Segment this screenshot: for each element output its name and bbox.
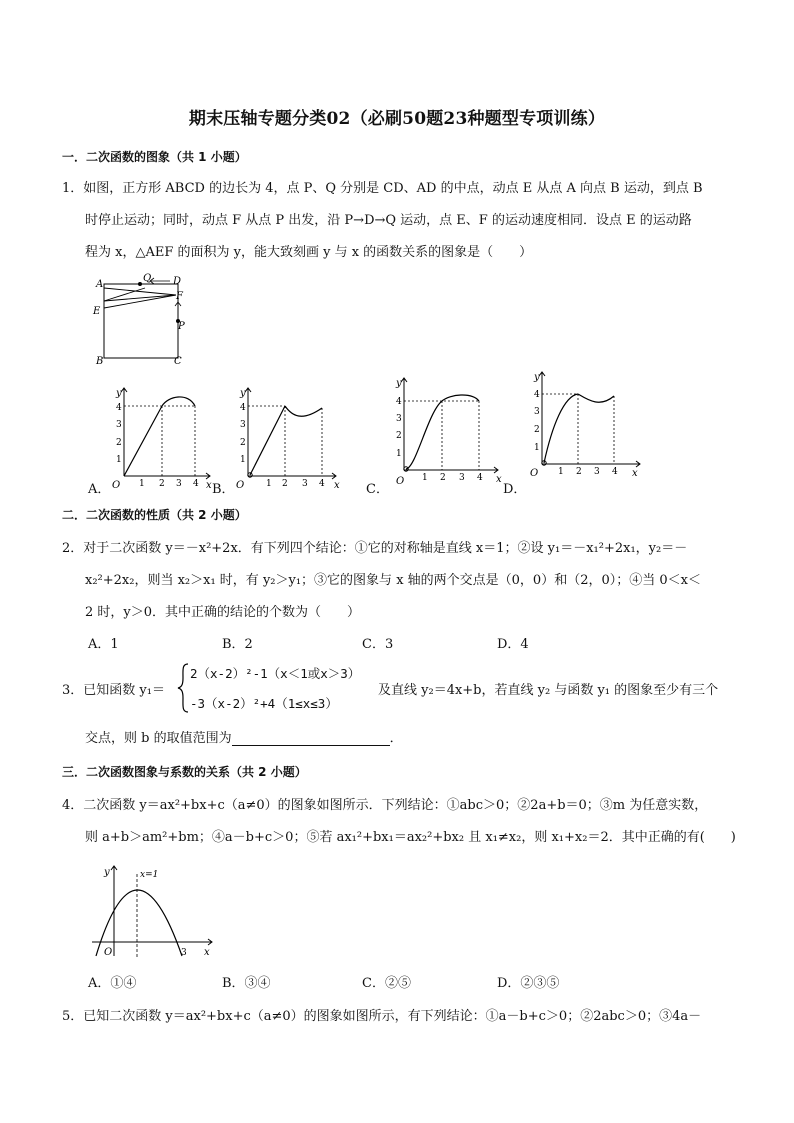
- tick: 3: [534, 407, 540, 417]
- q1-option-a[interactable]: A．: [88, 482, 111, 497]
- tick: 2: [282, 479, 288, 489]
- q2-option-b[interactable]: B．2: [222, 637, 253, 652]
- tick: 2: [534, 425, 540, 435]
- q1-option-b[interactable]: B．: [212, 482, 235, 497]
- square-figure: [88, 270, 198, 366]
- left-brace: [176, 662, 190, 714]
- q4-line-2: 则 a+b＞am²+bm；④a－b+c＞0；⑤若 ax₁²+bx₁＝ax₂²+bx₂ 且 x₁≠x₂，则 x₁+x₂＝2．其中正确的有( ): [85, 830, 736, 845]
- tick: 2: [159, 479, 165, 489]
- q4-option-b[interactable]: B．③④: [222, 976, 271, 991]
- q1-line-1: 1．如图，正方形 ABCD 的边长为 4，点 P、Q 分别是 CD、AD 的中点，动点 E 从点 A 向点 B 运动，到点 B: [62, 181, 703, 196]
- label-D: D: [173, 276, 182, 287]
- q4-option-d[interactable]: D．②③⑤: [497, 976, 560, 991]
- q1-option-d[interactable]: D．: [503, 482, 527, 497]
- tick: 4: [612, 467, 618, 477]
- graph-a-x-label: x: [206, 480, 212, 491]
- label-E: E: [93, 306, 101, 317]
- tick: 2: [440, 473, 446, 483]
- q2-option-a[interactable]: A．1: [88, 637, 119, 652]
- tick: 1: [116, 455, 122, 465]
- q2-option-c[interactable]: C．3: [362, 637, 394, 652]
- page-title: 期末压轴专题分类02（必刷50题23种题型专项训练）: [188, 109, 606, 129]
- q4-option-a[interactable]: A．①④: [88, 976, 137, 991]
- tick: 1: [139, 479, 145, 489]
- parabola-figure: [84, 858, 220, 962]
- q1-line-2: 时停止运动；同时，动点 F 从点 P 出发，沿 P→D→Q 运动，点 E、F 的运动速度相同．设点 E 的运动路: [85, 213, 692, 228]
- tick: 2: [576, 467, 582, 477]
- graph-b-x-label: x: [334, 480, 340, 491]
- tick: 4: [396, 397, 402, 407]
- graph-b-y-label: y: [240, 388, 246, 399]
- graph-c-origin: O: [396, 476, 405, 487]
- tick: 4: [116, 403, 122, 413]
- graph-option-a: [98, 382, 218, 492]
- axis-of-symmetry-label: x=1: [140, 870, 159, 880]
- q2-option-d[interactable]: D．4: [497, 637, 529, 652]
- tick: 3: [240, 420, 246, 430]
- label-C: C: [174, 356, 182, 366]
- tick: 4: [534, 390, 540, 400]
- tick: 1: [422, 473, 428, 483]
- section-heading-1: 一．二次函数的图象（共 1 小题）: [62, 150, 247, 164]
- graph-option-c: [376, 372, 506, 490]
- graph-option-b: [222, 382, 344, 492]
- tick: 1: [534, 443, 540, 453]
- graph-c-y-label: y: [396, 378, 402, 389]
- tick: 3: [594, 467, 600, 477]
- label-F: F: [176, 291, 183, 302]
- label-B: B: [96, 356, 104, 366]
- q1-line-3: 程为 x，△AEF 的面积为 y，能大致刻画 y 与 x 的函数关系的图象是（ ）: [85, 245, 533, 260]
- tick: 3: [396, 414, 402, 424]
- q2-line-2: x₂²+2x₂，则当 x₂＞x₁ 时，有 y₂＞y₁；③它的图象与 x 轴的两个交点是（0，0）和（2，0）；④当 0＜x＜: [85, 573, 701, 588]
- q2-line-1: 2．对于二次函数 y＝－x²+2x．有下列四个结论：①它的对称轴是直线 x＝1；②设 y₁＝－x₁²+2x₁，y₂＝－: [62, 541, 688, 556]
- q3-answer-blank[interactable]: [232, 733, 390, 746]
- q3-prefix: 3．已知函数 y₁＝: [62, 683, 165, 698]
- label-A: A: [96, 279, 104, 290]
- tick: 3: [459, 473, 465, 483]
- parabola-origin: O: [104, 947, 113, 958]
- q3-line-2: 交点，则 b 的取值范围为: [85, 731, 232, 746]
- q1-option-c[interactable]: C．: [366, 482, 389, 497]
- q3-suffix: 及直线 y₂＝4x+b，若直线 y₂ 与函数 y₁ 的图象至少有三个: [378, 683, 719, 698]
- tick: 1: [558, 467, 564, 477]
- tick: 2: [116, 438, 122, 448]
- tick: 1: [266, 479, 272, 489]
- tick: 4: [240, 403, 246, 413]
- q2-line-3: 2 时，y＞0．其中正确的结论的个数为（ ）: [85, 605, 361, 620]
- q3-case-1: 2（x-2）²-1（x＜1或x＞3）: [190, 666, 361, 681]
- section-heading-3: 三．二次函数图象与系数的关系（共 2 小题）: [62, 765, 307, 779]
- tick: 2: [240, 438, 246, 448]
- tick: 4: [319, 479, 325, 489]
- graph-d-x-label: x: [632, 468, 638, 479]
- q5-line-1: 5．已知二次函数 y＝ax²+bx+c（a≠0）的图象如图所示，有下列结论：①a－b+c＞0；②2abc＞0；③4a－: [62, 1009, 702, 1024]
- graph-c-x-label: x: [496, 474, 502, 485]
- parabola-y-label: y: [104, 867, 110, 878]
- tick: 4: [193, 479, 199, 489]
- root-3-label: 3: [181, 948, 187, 958]
- tick: 3: [116, 420, 122, 430]
- q3-case-2: -3（x-2）²+4（1≤x≤3）: [190, 696, 338, 711]
- tick: 3: [176, 479, 182, 489]
- q4-option-c[interactable]: C．②⑤: [362, 976, 411, 991]
- section-heading-2: 二．二次函数的性质（共 2 小题）: [62, 508, 247, 522]
- tick: 3: [302, 479, 308, 489]
- tick: 1: [240, 455, 246, 465]
- graph-option-d: [520, 366, 650, 484]
- tick: 4: [477, 473, 483, 483]
- graph-d-y-label: y: [534, 372, 540, 383]
- tick: 1: [396, 449, 402, 459]
- graph-b-origin: O: [236, 480, 245, 491]
- tick: 2: [396, 431, 402, 441]
- q3-end: ．: [389, 731, 403, 746]
- label-Q: Q: [143, 273, 152, 284]
- graph-d-origin: O: [530, 468, 539, 479]
- q4-line-1: 4．二次函数 y＝ax²+bx+c（a≠0）的图象如图所示．下列结论：①abc＞0；②2a+b＝0；③m 为任意实数，: [62, 798, 708, 813]
- graph-a-origin: O: [112, 480, 121, 491]
- graph-a-y-label: y: [116, 388, 122, 399]
- label-P: P: [178, 321, 185, 332]
- parabola-x-label: x: [204, 947, 210, 958]
